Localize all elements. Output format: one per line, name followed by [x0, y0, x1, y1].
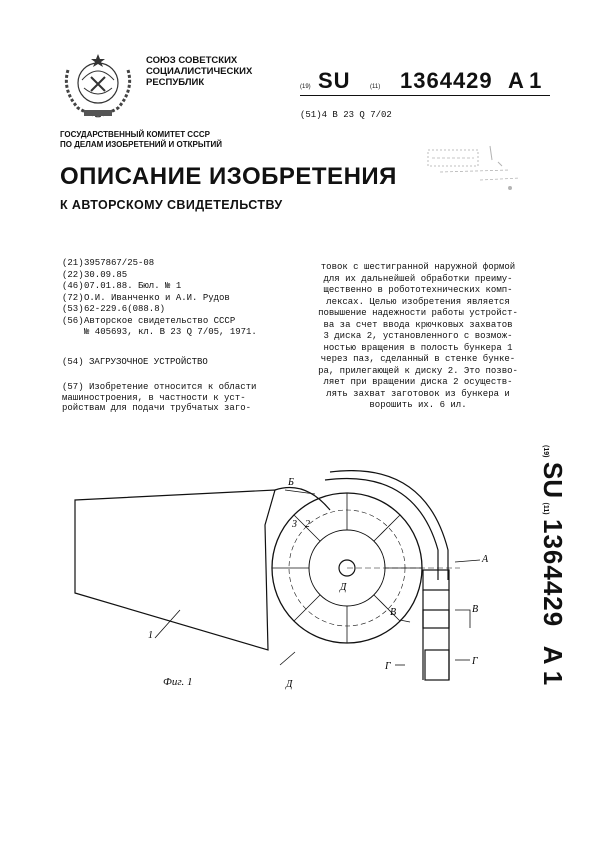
abstract-line: товок с шестигранной наружной формой — [320, 262, 516, 272]
invention-code: (54) — [62, 357, 84, 367]
code-11: (11) — [370, 84, 381, 90]
abstract-line: повышение надежности работы устройст- — [318, 308, 518, 318]
document-subtitle: К АВТОРСКОМУ СВИДЕТЕЛЬСТВУ — [60, 198, 283, 212]
biblio-code: (21) — [62, 258, 84, 268]
code-19: (19) — [300, 84, 311, 90]
figure-label-3: 3 — [292, 519, 297, 530]
biblio-code: (53) — [62, 304, 84, 314]
biblio-code: (46) — [62, 281, 84, 291]
vertical-kind: A 1 — [538, 645, 568, 686]
biblio-row — [62, 304, 257, 316]
biblio-row — [62, 270, 257, 282]
figure-label-d-lower: Д — [286, 679, 293, 690]
abstract-left-column — [62, 382, 287, 414]
vertical-code-19: (19) — [542, 445, 549, 458]
figure-label-1: 1 — [148, 630, 153, 641]
biblio-row — [62, 281, 257, 293]
figure-label-v-right: В — [472, 604, 479, 615]
org-line: СОЮЗ СОВЕТСКИХ — [146, 55, 238, 66]
biblio-row — [62, 258, 257, 270]
committee-name — [60, 130, 222, 150]
country-code: SU — [318, 68, 351, 93]
ipc-class: (51)4 В 23 Q 7/02 — [300, 110, 392, 120]
abstract-line: 3 диска 2, установленного с возмож- — [323, 331, 513, 341]
biblio-value: Авторское свидетельство СССР — [84, 315, 236, 326]
figure-label-b: Б — [288, 477, 294, 488]
abstract-line: ройствам для подачи трубчатых заго- — [62, 403, 252, 414]
abstract-right-column — [306, 262, 530, 412]
figure-label-v-left: В — [390, 607, 397, 618]
vertical-country: SU — [538, 461, 568, 499]
biblio-value: 30.09.85 — [84, 269, 128, 280]
abstract-line: ворошить их. 6 ил. — [369, 400, 467, 410]
technical-drawing-figure — [60, 470, 530, 710]
biblio-value: О.И. Иванченко и А.И. Рудов — [84, 292, 230, 303]
patent-number: 1364429 — [400, 68, 493, 93]
ussr-emblem-icon — [58, 50, 138, 120]
org-line: РЕСПУБЛИК — [146, 77, 205, 88]
abstract-line: ляет при вращении диска 2 осуществ- — [323, 377, 513, 387]
biblio-row — [62, 293, 257, 305]
bibliographic-data — [62, 258, 257, 339]
vertical-patent-id — [530, 445, 570, 690]
biblio-code: (56) — [62, 315, 84, 326]
committee-line: ГОСУДАРСТВЕННЫЙ КОМИТЕТ СССР — [60, 130, 210, 139]
invention-title: ЗАГРУЗОЧНОЕ УСТРОЙСТВО — [89, 357, 208, 367]
org-line: СОЦИАЛИСТИЧЕСКИХ — [146, 66, 253, 77]
vertical-id-text — [537, 445, 568, 685]
library-stamp-icon — [420, 140, 530, 195]
rotary-disc — [272, 493, 460, 643]
abstract-line: машиностроения, в частности к уст- — [62, 392, 246, 403]
document-title: ОПИСАНИЕ ИЗОБРЕТЕНИЯ — [60, 163, 397, 190]
committee-line: ПО ДЕЛАМ ИЗОБРЕТЕНИЙ И ОТКРЫТИЙ — [60, 140, 223, 149]
organization-name — [146, 55, 252, 88]
figure-label-d-inner: Д — [340, 582, 347, 593]
abstract-line: ра, прилегающей к диску 2. Это позво- — [318, 365, 518, 376]
abstract-line: лять захват заготовок из бункера и — [326, 388, 510, 399]
abstract-line: для их дальнейшей обработки преиму- — [323, 273, 513, 284]
abstract-line: щественно в робототехнических комп- — [323, 285, 513, 295]
abstract-line: ва за счет ввода крючковых захватов — [323, 319, 513, 330]
biblio-code: (22) — [62, 269, 84, 280]
hopper-body — [75, 488, 330, 651]
figure-label-g-left: Г — [385, 661, 391, 672]
patent-number-header — [300, 70, 550, 96]
biblio-row — [62, 316, 257, 328]
abstract-line: через паз, сделанный в стенке бунке- — [320, 354, 516, 364]
abstract-line: лексах. Целью изобретения является — [326, 296, 510, 307]
biblio-row — [62, 327, 257, 339]
kind-code: A 1 — [508, 68, 542, 93]
vertical-code-11: (11) — [542, 502, 549, 515]
abstract-line: ностью вращения в полость бункера 1 — [323, 342, 513, 353]
biblio-value: 62-229.6(088.8) — [84, 304, 166, 314]
figure-caption: Фиг. 1 — [163, 676, 193, 688]
header-underline — [300, 95, 550, 96]
section-lines — [155, 490, 480, 665]
figure-label-a: А — [482, 554, 489, 565]
invention-name — [62, 357, 208, 367]
biblio-value: 3957867/25-08 — [84, 258, 155, 268]
abstract-line: (57) Изобретение относится к области — [62, 382, 257, 392]
biblio-code: (72) — [62, 292, 84, 303]
biblio-value: 07.01.88. Бюл. № 1 — [84, 281, 182, 291]
vertical-number: 1364429 — [538, 519, 568, 628]
figure-label-2: 2 — [305, 519, 310, 530]
figure-label-g-right: Г — [472, 656, 478, 667]
biblio-value: № 405693, кл. В 23 Q 7/05, 1971. — [84, 327, 257, 337]
